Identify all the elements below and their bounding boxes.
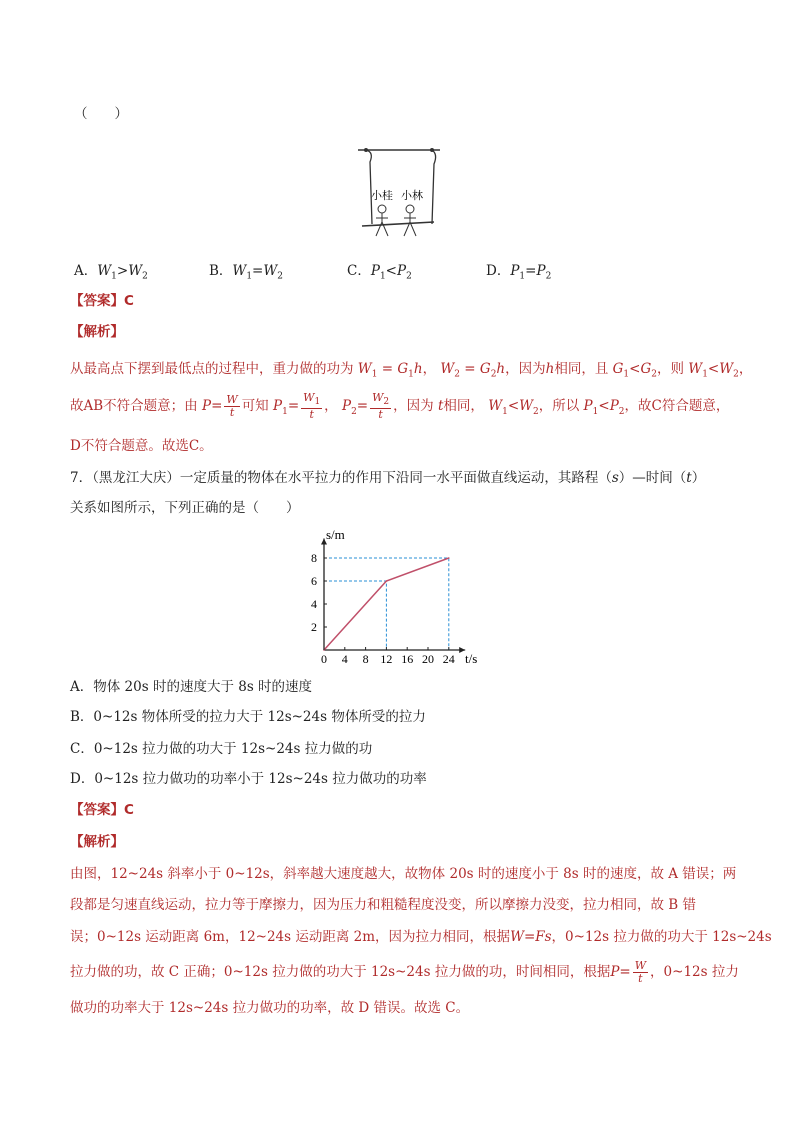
- x-tick-label: 20: [422, 652, 434, 666]
- y-tick-label: 4: [311, 597, 317, 611]
- q6-option-b: B．$W_1=W_2$: [209, 263, 283, 282]
- x-tick-label: 8: [362, 652, 369, 666]
- q7-option-d: D．0~12s 拉力做功的功率小于 12s~24s 拉力做功的功率: [70, 771, 427, 787]
- y-axis-label: s/m: [326, 527, 345, 542]
- q7-option-c: C．0~12s 拉力做的功大于 12s~24s 拉力做的功: [70, 741, 373, 757]
- q6-option-c: C．$P_1<P_2$: [347, 263, 412, 282]
- swing-figure: [352, 142, 444, 244]
- y-tick-label: 2: [311, 620, 317, 634]
- q7-analysis-line4: 拉力做的功，故 C 正确；0~12s 拉力做的功大于 12s~24s 拉力做的功，时间相同，根据P= $\frac{W}{t}$ ，0~12s 拉力: [70, 959, 739, 985]
- q6-analysis-line3: D不符合题意。故选C。: [70, 438, 213, 454]
- x-tick-label: 4: [341, 652, 348, 666]
- y-tick-label: 8: [311, 551, 317, 565]
- q7-stem-line2: 关系如图所示，下列正确的是（ ）: [70, 500, 300, 516]
- q7-stem-line1: 7．（黑龙江大庆）一定质量的物体在水平拉力的作用下沿同一水平面做直线运动，其路程（s）—时间（t）: [70, 470, 706, 486]
- q7-analysis-line3: 误；0~12s 运动距离 6m，12~24s 运动距离 2m，因为拉力相同，根据W=Fs，0~12s 拉力做的功大于 12s~24s: [70, 929, 772, 945]
- fig-label-xiaolin: 小林: [401, 190, 423, 202]
- data-point: [448, 557, 450, 559]
- q7-analysis-line5: 做功的功率大于 12s~24s 拉力做功的功率，故 D 错误。故选 C。: [70, 1000, 470, 1016]
- q7-analysis-label: 【解析】: [70, 834, 124, 850]
- q7-option-b: B．0~12s 物体所受的拉力大于 12s~24s 物体所受的拉力: [70, 709, 426, 725]
- fig-label-xiaogui: 小桂: [371, 190, 393, 202]
- x-axis-label: t/s: [465, 651, 478, 666]
- s-t-chart: [300, 520, 490, 670]
- q6-paren: （ ）: [74, 106, 128, 122]
- q6-option-a: A．$W_1>W_2$: [74, 263, 148, 282]
- q6-option-d: D．$P_1=P_2$: [486, 263, 552, 282]
- q7-option-a: A．物体 20s 时的速度大于 8s 时的速度: [70, 679, 313, 695]
- x-tick-label: 0: [321, 652, 327, 666]
- q7-analysis-line2: 段都是匀速直线运动，拉力等于摩擦力，因为压力和粗糙程度没变，所以摩擦力没变，拉力相同，故 B 错: [70, 897, 697, 913]
- x-tick-label: 24: [442, 652, 455, 666]
- x-tick-label: 12: [380, 652, 393, 666]
- q7-analysis-line1: 由图，12~24s 斜率小于 0~12s，斜率越大速度越大，故物体 20s 时的速度小于 8s 时的速度，故 A 错误；两: [70, 866, 737, 882]
- data-point: [386, 580, 388, 582]
- q6-analysis-line1: 从最高点下摆到最低点的过程中，重力做的功为 $W_1 = G_1h$， $W_2 = G_2h$，因为h相同，且 $G_1<G_2$，则 $W_1<W_2$，: [70, 361, 753, 380]
- q7-answer: 【答案】C: [70, 802, 134, 818]
- q6-answer: 【答案】C: [70, 293, 134, 309]
- q6-analysis-label: 【解析】: [70, 324, 124, 340]
- y-tick-label: 6: [311, 574, 317, 588]
- q6-analysis-line2: 故AB不符合题意；由 P= $\frac{W}{t}$ 可知 $P_1=$ $\frac{W_1}{t}$ ， $P_2=$ $\frac{W_2}{t}$ ，因为 t相同， $W_1<W_2$，所以 $P_1<P_2$，故C符合题意，: [70, 391, 730, 422]
- x-tick-label: 16: [401, 652, 414, 666]
